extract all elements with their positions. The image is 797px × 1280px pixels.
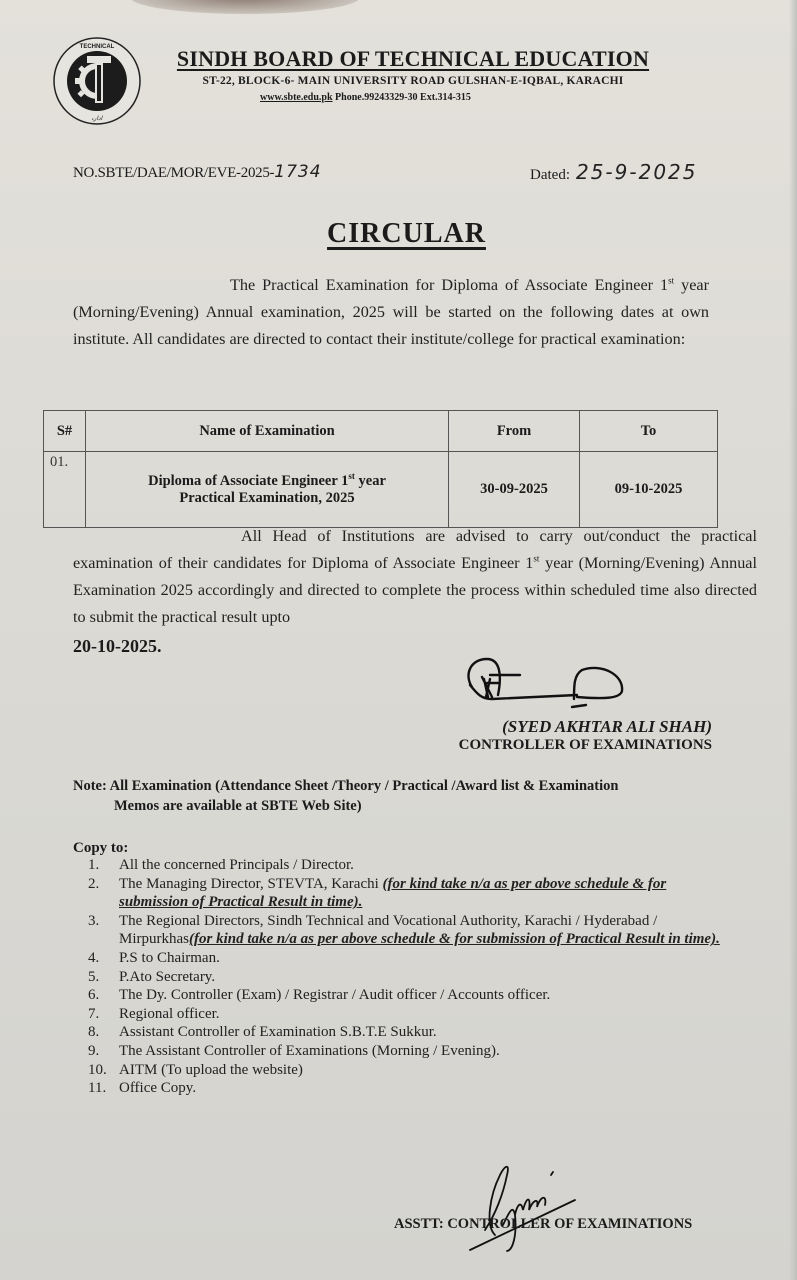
item-number: 3. [88,912,100,929]
instruction-text-b: year (Morning/Evening) Annual Examination 2025 accordingly and directed to complete the process within scheduled time also directed to submit the practical result upto [73,554,757,626]
item-number: 6. [88,987,100,1004]
item-text: All the concerned Principals / Director. [119,857,354,873]
dated-label: Dated: [530,167,570,183]
list-item [73,1005,723,1024]
item-text: P.S to Chairman. [119,949,220,966]
item-number: 1. [88,857,100,873]
exam-schedule-table [43,410,718,528]
list-item [73,1042,723,1061]
photo-shadow [130,0,360,14]
item-emphasis: (for kind take n/a as per above schedule & for submission of Practical Result in time). [119,875,667,911]
item-text: AITM (To upload the website) [119,1061,303,1078]
list-item [73,856,723,875]
exam-name-line1: Diploma of Associate Engineer 1 [148,472,349,489]
item-text: P.Ato Secretary. [119,968,216,985]
list-item [73,1061,723,1080]
item-text: The Regional Directors, Sindh Technical and Vocational Authority, Karachi / Hyderabad / Mirpurkhas [119,912,658,948]
website-link[interactable]: www.sbte.edu.pk [260,92,333,103]
list-item [73,949,723,968]
sbte-logo-icon [52,36,142,126]
col-header-from: From [449,411,580,452]
instruction-text-a: All Head of Institutions are advised to carry out/conduct the practical examination of their candidates for Diploma of Associate Engineer 1 [73,527,757,572]
table-header-row [44,411,718,452]
list-item [73,912,723,949]
intro-paragraph [73,272,709,353]
organization-name: SINDH BOARD OF TECHNICAL EDUCATION [176,46,650,71]
cell-exam-name [86,452,449,528]
reference-handwritten: 1734 [274,162,322,182]
col-header-to: To [580,411,718,452]
instruction-paragraph [73,523,757,631]
intro-sup: st [668,275,675,286]
copy-to-list [73,856,723,1098]
organization-contact [168,92,708,103]
intro-text-a: The Practical Examination for Diploma of Associate Engineer 1 [230,276,669,294]
item-number: 7. [88,1005,100,1022]
list-item [73,1079,723,1098]
item-number: 4. [88,949,100,966]
assistant-controller-signature-icon [455,1155,585,1255]
note-line2: Memos are available at SBTE Web Site) [114,798,362,814]
svg-text:ﺍﺩﺍﺭﮦ: ﺍﺩﺍﺭﮦ [91,115,103,122]
list-item [73,875,723,912]
note-line1: Note: All Examination (Attendance Sheet /Theory / Practical /Award list & Examination [73,778,619,794]
phone-number: Phone.99243329-30 Ext.314-315 [335,92,471,103]
result-deadline: 20-10-2025. [73,636,162,656]
logo-ring-text: TECHNICAL [79,44,115,50]
item-number: 10. [88,1061,107,1078]
copy-to-heading: Copy to: [73,840,129,856]
item-number: 2. [88,875,100,892]
controller-signature-icon [462,655,632,710]
paper-edge [789,0,797,1280]
item-number: 9. [88,1042,100,1059]
item-text: The Dy. Controller (Exam) / Registrar / Audit officer / Accounts officer. [119,987,551,1004]
exam-name-line1-end: year [354,472,386,489]
list-item [73,986,723,1005]
assistant-signatory-title: ASSTT: CONTROLLER OF EXAMINATIONS [394,1216,693,1232]
dated-handwritten: 25-9-2025 [575,160,698,184]
cell-to-date: 09-10-2025 [580,452,718,528]
item-text: Regional officer. [119,1005,220,1022]
item-text: Office Copy. [119,1080,197,1097]
reference-number [73,162,322,182]
col-header-name: Name of Examination [86,411,449,452]
exam-name-sup: st [348,470,355,481]
date-line [530,160,698,184]
cell-from-date: 30-09-2025 [449,452,580,528]
item-text: Assistant Controller of Examination S.B.T.E Sukkur. [119,1024,437,1041]
reference-prefix: NO.SBTE/DAE/MOR/EVE-2025- [73,165,275,181]
document-title: CIRCULAR [327,218,486,249]
signatory-name: (SYED AKHTAR ALI SHAH) [502,717,712,736]
signatory-title: CONTROLLER OF EXAMINATIONS [458,737,712,753]
exam-name-line2: Practical Examination, 2025 [179,489,355,506]
item-text: The Managing Director, STEVTA, Karachi [119,875,383,892]
cell-sn: 01. [44,452,86,528]
organization-address: ST-22, BLOCK-6- MAIN UNIVERSITY ROAD GULSHAN-E-IQBAL, KARACHI [202,75,624,87]
item-number: 8. [88,1024,100,1041]
item-number: 5. [88,968,100,985]
instruction-sup: st [533,553,540,564]
list-item [73,968,723,987]
item-number: 11. [88,1080,107,1097]
col-header-sn: S# [44,411,86,452]
item-text: The Assistant Controller of Examinations (Morning / Evening). [119,1042,500,1059]
list-item [73,1023,723,1042]
note [73,776,713,816]
table-row [44,452,718,528]
item-emphasis: (for kind take n/a as per above schedule & for submission of Practical Result in time). [189,931,720,948]
intro-text-b: year (Morning/Evening) Annual examination, 2025 will be started on the following dates at own institute. All candidates are directed to contact their institute/college for practical examination: [73,276,709,348]
